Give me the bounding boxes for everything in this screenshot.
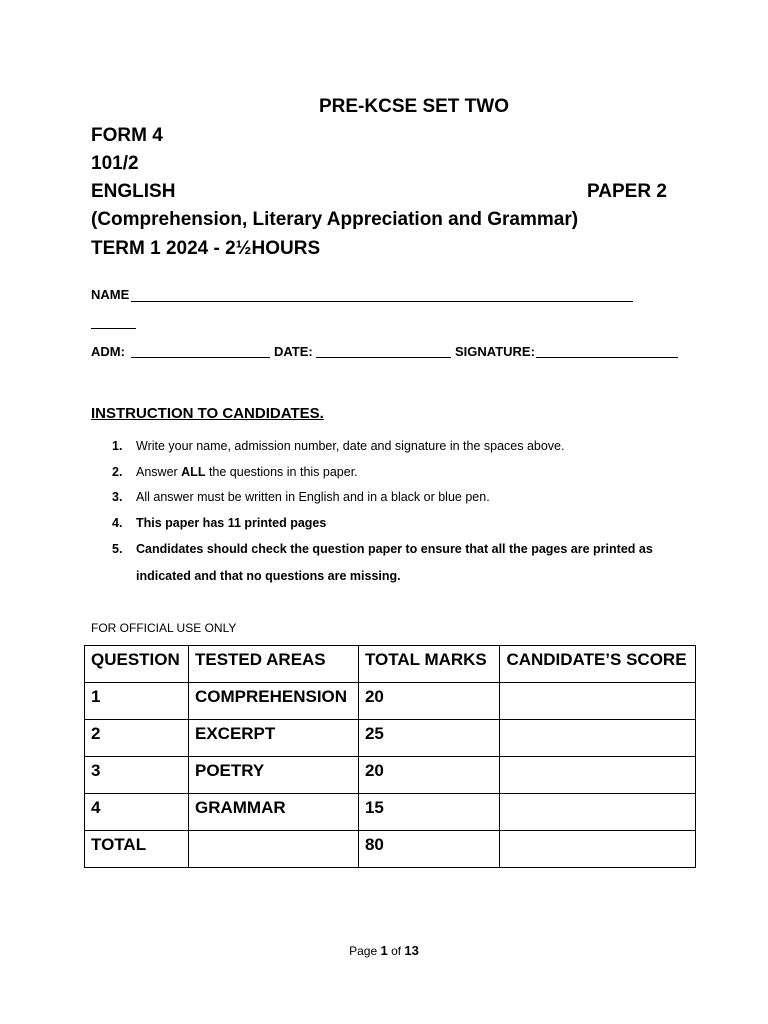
score-cell[interactable]: [500, 720, 696, 757]
instruction-number: 1.: [112, 439, 123, 453]
instruction-number: 5.: [112, 542, 123, 556]
of-word: of: [391, 944, 402, 958]
table-header-row: [85, 646, 696, 683]
signature-label: SIGNATURE:: [455, 344, 535, 359]
instructions-heading: INSTRUCTION TO CANDIDATES.: [91, 405, 324, 422]
table-cell: 1: [85, 683, 189, 720]
table-row: [85, 720, 696, 757]
instruction-text: Write your name, admission number, date and signature in the spaces above.: [136, 439, 565, 453]
page-title: PRE-KCSE SET TWO: [318, 96, 509, 117]
table-cell: 4: [85, 794, 189, 831]
instruction-number: 3.: [112, 490, 123, 504]
subject-name: ENGLISH: [91, 181, 176, 202]
page-number: 1: [380, 943, 388, 958]
instruction-text-pre: Answer: [136, 465, 182, 479]
table-cell: 2: [85, 720, 189, 757]
table-cell: GRAMMAR: [188, 794, 358, 831]
name-input-line[interactable]: [131, 301, 633, 302]
page-footer: [0, 943, 768, 958]
signature-input-line[interactable]: [536, 357, 678, 358]
table-cell: 15: [358, 794, 500, 831]
adm-input-line[interactable]: [131, 357, 270, 358]
score-cell[interactable]: [500, 683, 696, 720]
column-header: CANDIDATE’S SCORE: [500, 646, 696, 683]
date-input-line[interactable]: [316, 357, 451, 358]
date-label: DATE:: [274, 344, 313, 359]
table-row: [85, 794, 696, 831]
table-cell: 80: [358, 831, 500, 868]
table-row: [85, 683, 696, 720]
page-total: 13: [404, 943, 419, 958]
score-cell[interactable]: [500, 794, 696, 831]
table-cell: EXCERPT: [188, 720, 358, 757]
table-cell: POETRY: [188, 757, 358, 794]
table-cell: TOTAL: [85, 831, 189, 868]
instruction-text: This paper has 11 printed pages: [136, 516, 327, 530]
instruction-number: 4.: [112, 516, 123, 530]
paper-number: PAPER 2: [587, 181, 667, 202]
name-input-line-continued[interactable]: [91, 328, 136, 329]
official-use-label: FOR OFFICIAL USE ONLY: [91, 621, 237, 635]
table-row: [85, 757, 696, 794]
adm-label: ADM:: [91, 344, 125, 359]
column-header: TOTAL MARKS: [358, 646, 500, 683]
table-cell: 20: [358, 757, 500, 794]
column-header: QUESTION: [85, 646, 189, 683]
table-cell: [188, 831, 358, 868]
name-label: NAME: [91, 287, 130, 302]
table-cell: 25: [358, 720, 500, 757]
table-total-row: [85, 831, 696, 868]
score-cell[interactable]: [500, 831, 696, 868]
form-level: FORM 4: [91, 125, 163, 146]
table-cell: 3: [85, 757, 189, 794]
paper-subtitle: (Comprehension, Literary Appreciation and Grammar): [91, 209, 579, 230]
page-word: Page: [349, 944, 378, 958]
instruction-text-post: the questions in this paper.: [205, 465, 358, 479]
instruction-text: [136, 459, 676, 486]
instruction-text: All answer must be written in English and in a black or blue pen.: [136, 490, 490, 504]
instruction-text: Candidates should check the question paper to ensure that all the pages are printed as indicated and that no questions are missing.: [136, 542, 653, 583]
marks-table: [84, 645, 696, 868]
instruction-text-emphasis: ALL: [181, 465, 206, 479]
term-duration: TERM 1 2024 - 2½HOURS: [91, 238, 321, 259]
paper-code: 101/2: [91, 153, 139, 174]
score-cell[interactable]: [500, 757, 696, 794]
column-header: TESTED AREAS: [188, 646, 358, 683]
table-cell: COMPREHENSION: [188, 683, 358, 720]
instruction-number: 2.: [112, 465, 123, 479]
table-cell: 20: [358, 683, 500, 720]
